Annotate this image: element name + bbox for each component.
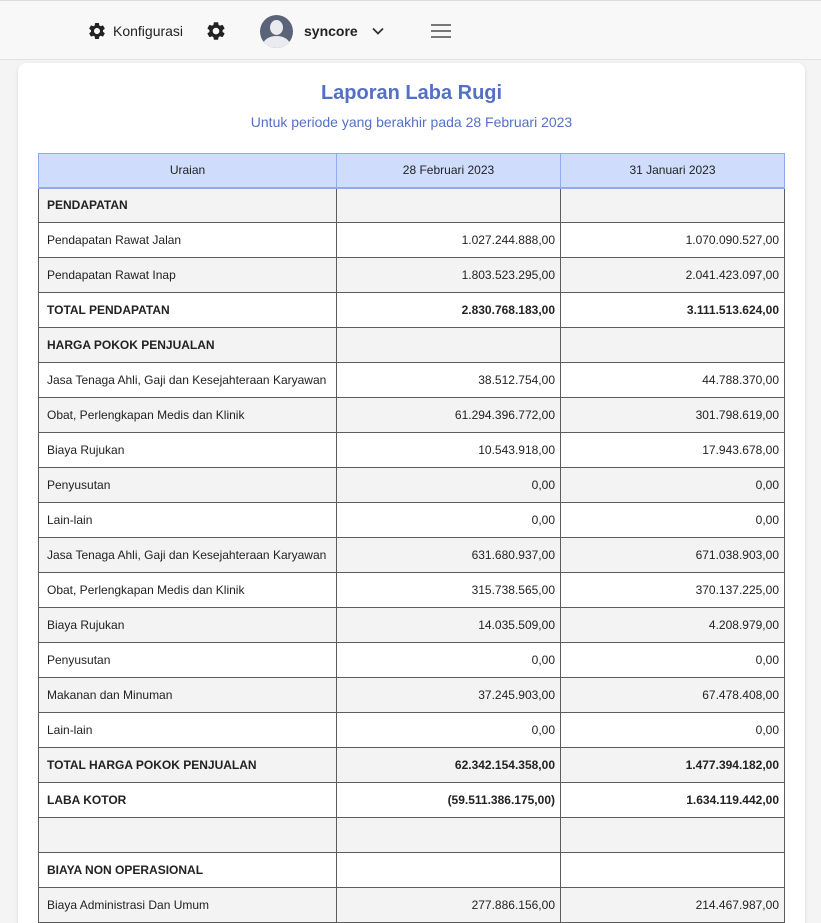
row-label: TOTAL PENDAPATAN: [39, 293, 337, 328]
row-label: Penyusutan: [39, 468, 337, 503]
row-value-current: 61.294.396.772,00: [337, 398, 561, 433]
row-value-previous: [561, 818, 785, 853]
top-navbar: [0, 0, 821, 60]
row-label: [39, 818, 337, 853]
row-value-previous: [561, 328, 785, 363]
table-row: [39, 293, 785, 328]
row-value-previous: 1.477.394.182,00: [561, 748, 785, 783]
table-row: [39, 608, 785, 643]
row-label: LABA KOTOR: [39, 783, 337, 818]
row-value-current: 1.027.244.888,00: [337, 223, 561, 258]
row-value-previous: 1.070.090.527,00: [561, 223, 785, 258]
table-row: [39, 433, 785, 468]
table-row: [39, 783, 785, 818]
row-value-previous: 0,00: [561, 503, 785, 538]
table-row: [39, 503, 785, 538]
table-row: [39, 188, 785, 223]
row-value-previous: 671.038.903,00: [561, 538, 785, 573]
row-value-previous: 3.111.513.624,00: [561, 293, 785, 328]
row-value-current: 315.738.565,00: [337, 573, 561, 608]
row-label: Jasa Tenaga Ahli, Gaji dan Kesejahteraan Karyawan: [39, 363, 337, 398]
row-value-previous: 17.943.678,00: [561, 433, 785, 468]
table-header-row: [39, 154, 785, 188]
table-row: [39, 538, 785, 573]
row-value-current: [337, 328, 561, 363]
table-row: [39, 328, 785, 363]
table-row: [39, 398, 785, 433]
row-value-current: [337, 818, 561, 853]
table-row: [39, 468, 785, 503]
row-value-current: 38.512.754,00: [337, 363, 561, 398]
report-card: [18, 63, 805, 923]
hamburger-menu-icon[interactable]: [431, 21, 451, 41]
table-row: [39, 573, 785, 608]
avatar: [260, 15, 293, 48]
row-label: Biaya Rujukan: [39, 608, 337, 643]
report-subtitle: Untuk periode yang berakhir pada 28 Februari 2023: [250, 114, 573, 130]
table-row: [39, 748, 785, 783]
row-value-previous: 214.467.987,00: [561, 888, 785, 923]
table-row: [39, 223, 785, 258]
row-value-current: 10.543.918,00: [337, 433, 561, 468]
settings-button[interactable]: [205, 20, 227, 42]
table-row: [39, 713, 785, 748]
row-label: Lain-lain: [39, 503, 337, 538]
income-statement-table: [38, 153, 785, 923]
row-value-previous: 2.041.423.097,00: [561, 258, 785, 293]
row-value-previous: 370.137.225,00: [561, 573, 785, 608]
table-row: [39, 678, 785, 713]
row-label: BIAYA NON OPERASIONAL: [39, 853, 337, 888]
column-header-previous-period: 31 Januari 2023: [561, 154, 785, 188]
row-label: TOTAL HARGA POKOK PENJUALAN: [39, 748, 337, 783]
row-value-current: 1.803.523.295,00: [337, 258, 561, 293]
row-value-previous: 301.798.619,00: [561, 398, 785, 433]
chevron-down-icon: [372, 27, 384, 35]
row-label: Makanan dan Minuman: [39, 678, 337, 713]
row-value-current: 2.830.768.183,00: [337, 293, 561, 328]
row-value-current: (59.511.386.175,00): [337, 783, 561, 818]
row-label: Pendapatan Rawat Jalan: [39, 223, 337, 258]
table-row: [39, 853, 785, 888]
row-label: Lain-lain: [39, 713, 337, 748]
row-value-previous: 0,00: [561, 713, 785, 748]
row-value-previous: 67.478.408,00: [561, 678, 785, 713]
row-label: Obat, Perlengkapan Medis dan Klinik: [39, 573, 337, 608]
row-value-previous: 1.634.119.442,00: [561, 783, 785, 818]
row-label: PENDAPATAN: [39, 188, 337, 223]
row-value-previous: 0,00: [561, 643, 785, 678]
row-value-current: [337, 188, 561, 223]
row-value-previous: 0,00: [561, 468, 785, 503]
row-value-current: 62.342.154.358,00: [337, 748, 561, 783]
row-value-current: 0,00: [337, 503, 561, 538]
row-value-current: 0,00: [337, 713, 561, 748]
table-row: [39, 888, 785, 923]
row-label: Jasa Tenaga Ahli, Gaji dan Kesejahteraan Karyawan: [39, 538, 337, 573]
table-row: [39, 818, 785, 853]
configuration-menu[interactable]: [87, 20, 183, 42]
row-value-current: 631.680.937,00: [337, 538, 561, 573]
table-row: [39, 258, 785, 293]
row-label: HARGA POKOK PENJUALAN: [39, 328, 337, 363]
gear-icon: [87, 21, 107, 41]
row-value-current: 0,00: [337, 643, 561, 678]
configuration-label: Konfigurasi: [113, 23, 184, 39]
column-header-current-period: 28 Februari 2023: [337, 154, 561, 188]
gear-icon: [205, 20, 227, 42]
table-row: [39, 363, 785, 398]
row-value-current: 14.035.509,00: [337, 608, 561, 643]
row-value-previous: [561, 853, 785, 888]
row-label: Biaya Administrasi Dan Umum: [39, 888, 337, 923]
column-header-description: Uraian: [39, 154, 337, 188]
row-label: Pendapatan Rawat Inap: [39, 258, 337, 293]
row-value-current: 37.245.903,00: [337, 678, 561, 713]
row-label: Penyusutan: [39, 643, 337, 678]
row-value-current: 277.886.156,00: [337, 888, 561, 923]
row-value-previous: [561, 188, 785, 223]
user-menu[interactable]: [260, 14, 384, 48]
row-value-current: 0,00: [337, 468, 561, 503]
row-value-previous: 44.788.370,00: [561, 363, 785, 398]
row-value-current: [337, 853, 561, 888]
table-row: [39, 643, 785, 678]
user-name: syncore: [304, 23, 358, 39]
row-label: Obat, Perlengkapan Medis dan Klinik: [39, 398, 337, 433]
row-label: Biaya Rujukan: [39, 433, 337, 468]
report-title: Laporan Laba Rugi: [320, 82, 503, 104]
row-value-previous: 4.208.979,00: [561, 608, 785, 643]
